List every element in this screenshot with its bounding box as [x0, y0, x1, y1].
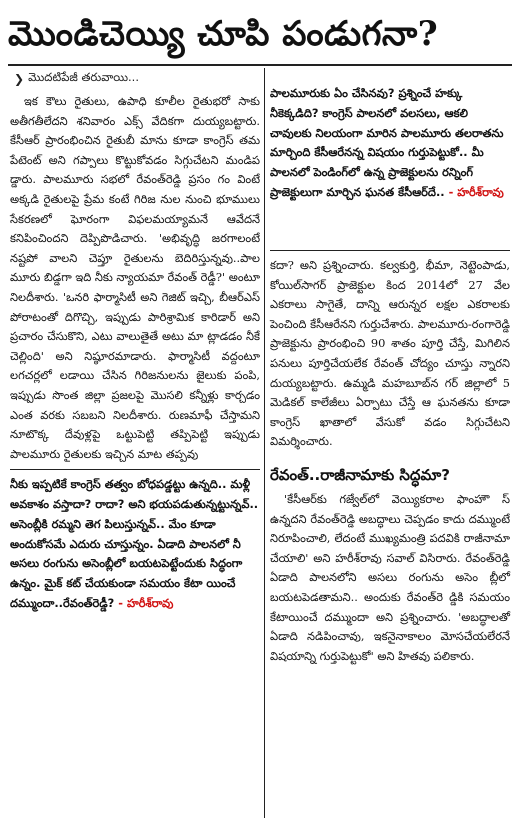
right-pull-quote-box [270, 84, 510, 203]
headline-rule [8, 64, 512, 66]
left-paragraph: ఇక కౌలు రైతులు, ఉపాధి కూలీల రైతుభరో సాకు అతీగతీలేదని శనివారం ఎక్స్ వేదికగా దుయ్యబట్టారు. కేసీఆర్ ప్రారంభించిన రైతుబీ మాను కూడా కాంగ్రెస్ తమ పేటెంట్ అని గప్పాలు కొట్టుకోవడం సిగ్గుచేటని మండిప డ్డారు. పాలమూరు సభలో రేవంత్‌రెడ్డి ప్రసం గం వింటే అక్కడి రైతులపై ప్రేమ కంటే గిరిజ నుల నుంచి భూములు సేకరణలో ఘోరంగా విఫలమయ్యామనే ఆవేదనే కనిపించిందని దెప్పిపొడిచారు. 'అభివృద్ధి జరగాలంటే నష్టపో వాలని చెప్తూ రైతులను బెదిరిస్తున్నవు..పాల మూరు బిడ్డగా ఇది నీకు న్యాయమా రేవంత్ రెడ్డీ?' అంటూ నిలదీశారు. 'ఒనరి ఫార్మాసిటీ అని గెజిట్ ఇచ్చి, బీఆర్ఎస్ పోరాటంతో దిగొచ్చి, ఇప్పుడు పారిశ్రామిక కారిడార్ అని ప్రచారం చేసుకొని, ఎటు వాలుతైతే అటు మా ట్లాడడం నీకే చెల్లింది' అని నిష్ఠూరమాడారు. ఫార్మాసిటీ వద్దంటూ లగచర్లలో లడాయి చేసిన గిరిజనులను జైలుకు పంపి, ఇప్పుడు సొంత జిల్లా ప్రజలపై మొసలి కన్నీళ్లు కార్చడం ఎంత వరకు సబబని నిలదీశారు. రుణమాఫీ చేస్తామని నూటొక్క దేవుళ్లపై ఒట్టుపెట్టి తప్పిపెట్టి ఇప్పుడు పాలమూరు రైతులకు ఇచ్చిన మాట తప్పవు [10, 94, 260, 461]
section-subheading: రేవంత్..రాజీనామాకు సిద్ధమా? [270, 465, 450, 484]
right-quote-rule [270, 250, 510, 251]
right-article-body-2 [270, 490, 510, 666]
right-column-body [270, 256, 510, 666]
right-quote-byline: - హరీశ్‌రావు [444, 184, 504, 199]
column-divider [264, 68, 265, 818]
double-arrow-icon: ❯ [14, 71, 25, 86]
left-quote-byline: - హరీశ్‌రావు [114, 596, 174, 611]
headline: మొండిచెయ్యి చూపి పండుగనా? [8, 14, 439, 54]
right-pull-quote [270, 84, 510, 203]
left-pull-quote [10, 475, 260, 614]
left-column [10, 92, 260, 614]
left-article-body [10, 92, 260, 464]
kicker-text: మొదటిపేజీ తరువాయి... [28, 70, 139, 84]
left-quote-rule [10, 469, 260, 470]
left-quote-text: నీకు ఇప్పటికే కాంగ్రెస్ తత్వం బోధపడ్డట్టు ఉన్నది.. మళ్లీ అవకాశం వస్తాదా? రాదా? అని భయపడుతున్నట్టున్నవ్.. అసెంబ్లీకి రమ్మని తెగ పిలుస్తున్నవ్.. మేం కూడా అందుకోసమే ఎదురు చూస్తున్నం. ఏడాది పాలనలో నీ అసలు రంగును అసెంబ్లీలో బయటపెట్టేందుకు సిద్ధంగా ఉన్నం. మైక్ కట్ చేయకుండా సమయం కేటా యించే దమ్ముందా..రేవంత్‌రెడ్డీ? [10, 477, 259, 611]
right-paragraph-1: కదా? అని ప్రశ్నించారు. కల్వకుర్తి, భీమా, నెట్టెంపాడు, కోయిల్‌సాగర్ ప్రాజెక్టుల కింద 2014లో 27 వేల ఎకరాలు సాగైతే, దాన్ని ఆరున్నర లక్షల ఎకరాలకు పెంచింది కేసీఆరేనని గుర్తుచేశారు. పాలమూరు-రంగారెడ్డి ప్రాజెక్టును ప్రారంభించి 90 శాతం పూర్తి చేస్తే, మిగిలిన పనులు పూర్తిచేయలేక రేవంత్ చోద్యం చూస్తు న్నారని దుయ్యబట్టారు. ఉమ్మడి మహబూబ్‌న గర్ జిల్లాలో 5 మెడికల్ కాలేజీలు ఏర్పాటు చేస్తే ఆ ఘనతను కూడా కాంగ్రెస్ ఖాతాలో వేసుకో వడం సిగ్గుచేటని విమర్శించారు. [270, 258, 510, 449]
right-quote-text: పాలమూరుకు ఏం చేసినవు? ప్రశ్నించే హక్కు నీకెక్కడిది? కాంగ్రెస్ పాలనలో వలసలు, ఆకలి చావులకు నిలయంగా మారిన పాలమూరు తలరాతను మార్చింది కేసీఆరేనన్న విషయం గుర్తుపెట్టుకో.. మీ పాలనలో పెండింగ్‌లో ఉన్న ప్రాజెక్టులను రన్నింగ్ ప్రాజెక్టులుగా మార్చిన ఘనత కేసీఆర్‌దే.. [270, 86, 504, 199]
continuation-kicker [14, 70, 254, 87]
right-paragraph-2: 'కేసీఆర్‌కు గజ్వేల్‌లో వెయ్యికరాల ఫాంహౌ స్ ఉన్నదని రేవంత్‌రెడ్డి అబద్ధాలు చెప్పడం కాదు దమ్ముంటే నిరూపించాలి, లేదంటే ముఖ్యమంత్రి పదవికి రాజీనామా చేయాలి' అని హరీశ్‌రావు సవాల్ విసిరారు. రేవంత్‌రెడ్డి ఏడాది పాలనలోని అసలు రంగును అసెం బ్లీలో బయటపెడతామని.. అందుకు రేవంత్‌రె డ్డికి సమయం కేటాయించే దమ్ముందా అని ప్రశ్నించారు. 'అబద్ధాలతో ఏడాది నడిపించావు, ఇకనైనాకాలం మోసచేయలేరనే విషయాన్ని గుర్తుపెట్టుకో' అని హితవు పలికారు. [270, 491, 510, 663]
right-article-body [270, 256, 510, 452]
